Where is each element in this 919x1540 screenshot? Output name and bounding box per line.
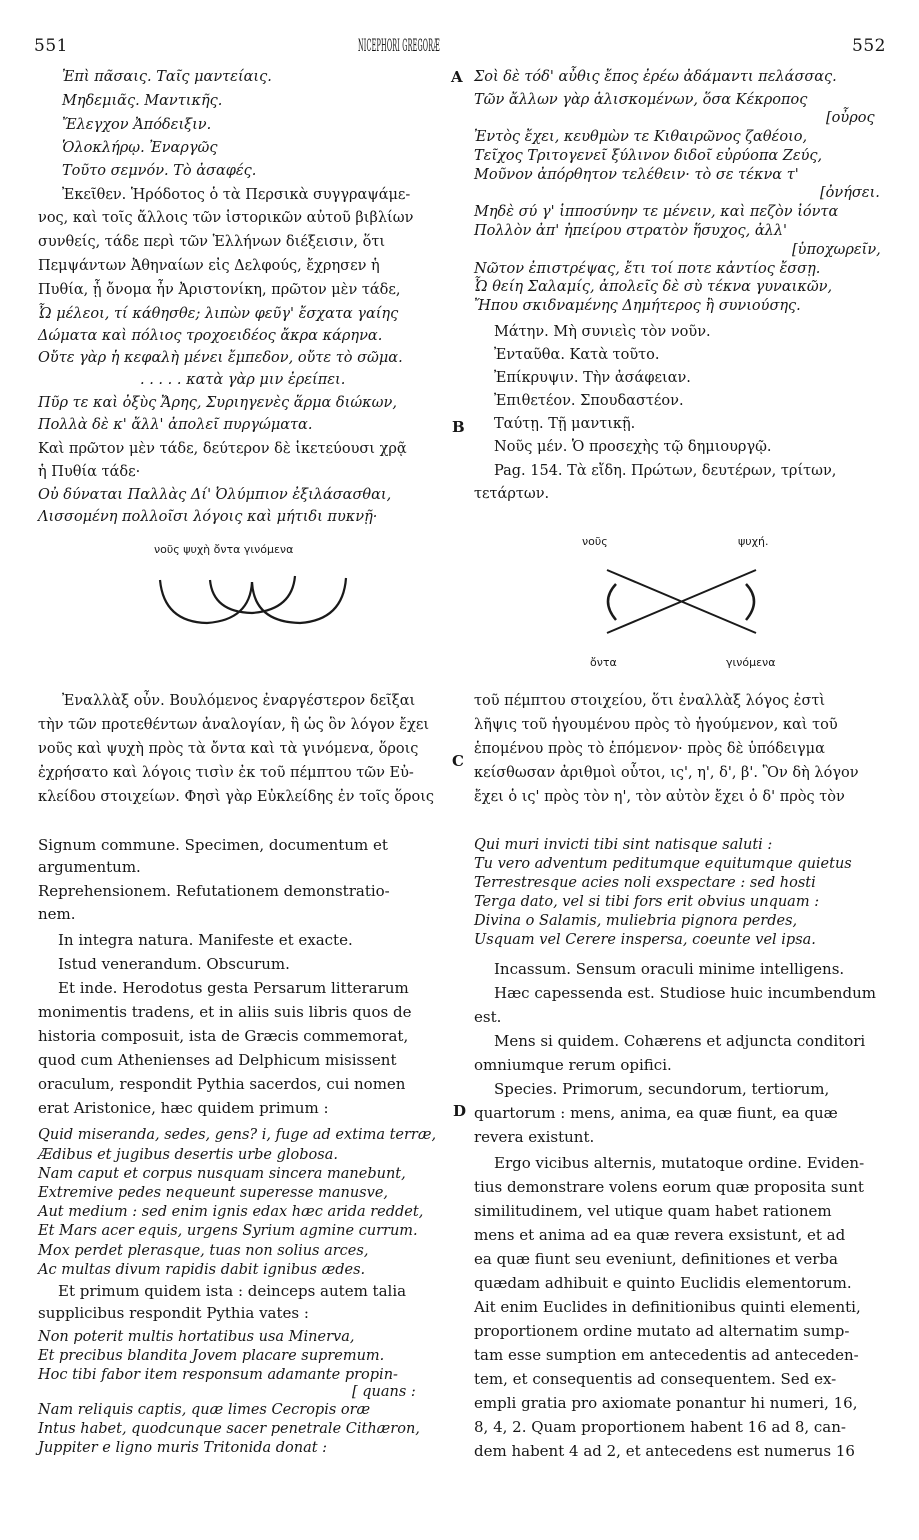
text-line: erat Aristonice, hæc quidem primum : xyxy=(38,1099,329,1117)
margin-letter-c: C xyxy=(452,752,464,770)
text-line: Divina o Salamis, muliebria pignora perdes, xyxy=(474,913,798,929)
text-line: argumentum. xyxy=(38,858,141,876)
text-line: omniumque rerum opifici. xyxy=(474,1056,672,1074)
text-line: proportionem ordine mutato ad alternatim sump- xyxy=(474,1322,850,1340)
text-line: In integra natura. Manifeste et exacte. xyxy=(58,931,353,949)
text-line: Ἤπου σκιδναμένης Δημήτερος ἢ συνιούσης. xyxy=(474,298,801,314)
text-line: Pag. 154. Τὰ εἴδη. Πρώτων, δευτέρων, τρίτων, xyxy=(494,463,837,479)
text-line: revera existunt. xyxy=(474,1128,595,1146)
text-line: dem habent 4 ad 2, et antecedens est numerus 16 xyxy=(474,1442,855,1460)
text-line: Signum commune. Specimen, documentum et xyxy=(38,836,388,854)
text-line: historia composuit, ista de Græcis commemorat, xyxy=(38,1027,409,1045)
text-line: Μοῦνον ἀπόρθητον τελέθειν· τὸ σε τέκνα τ' xyxy=(474,167,799,183)
text-line: Πολλὸν ἀπ' ἠπείρου στρατὸν ἥσυχος, ἀλλ' xyxy=(474,223,788,239)
text-line: Λισσομένη πολλοῖσι λόγοις καὶ μήτιδι πυκνῇ· xyxy=(38,509,378,525)
text-line: monimentis tradens, et in aliis suis libris quos de xyxy=(38,1003,412,1021)
text-line: Μάτην. Μὴ συνιεὶς τὸν νοῦν. xyxy=(494,324,711,340)
diagram-label-onta: ὄντα xyxy=(590,656,617,669)
text-line: Μηδὲ σύ γ' ἱπποσύνην τε μένειν, καὶ πεζὸν ἰόντα xyxy=(474,204,839,220)
text-line: Et inde. Herodotus gesta Persarum litterarum xyxy=(58,979,409,997)
text-line: [ quans : xyxy=(352,1384,416,1400)
text-line: Et precibus blandita Jovem placare supremum. xyxy=(38,1348,385,1364)
text-line: Σοὶ δὲ τόδ' αὖθις ἔπος ἐρέω ἀδάμαντι πελάσσας. xyxy=(474,69,837,85)
text-line: Ἐπὶ πᾶσαις. Ταῖς μαντείαις. xyxy=(62,69,272,85)
text-line: Istud venerandum. Obscurum. xyxy=(58,955,290,973)
text-line: Πεμψάντων Ἀθηναίων εἰς Δελφούς, ἔχρησεν ἡ xyxy=(38,258,380,274)
text-line: Οὐ δύναται Παλλὰς Δί' Ὀλύμπιον ἐξιλάσασθαι, xyxy=(38,487,392,503)
text-line: tius demonstrare volens eorum quæ proposita sunt xyxy=(474,1178,864,1196)
text-line: Quid miseranda, sedes, gens? i, fuge ad extima terræ, xyxy=(38,1127,437,1143)
text-line: Terga dato, vel si tibi fors erit obvius unquam : xyxy=(474,894,820,910)
text-line: Ὁλοκλήρῳ. Ἐναργῶς xyxy=(62,140,218,156)
text-line: Nam caput et corpus nusquam sincera manebunt, xyxy=(38,1166,406,1182)
text-line: Πυθία, ᾗ ὄνομα ἦν Ἀριστονίκη, πρῶτον μὲν τάδε, xyxy=(38,282,401,298)
text-line: Nam reliquis captis, quæ limes Cecropis oræ xyxy=(38,1402,371,1418)
text-line: Juppiter e ligno muris Tritonida donat : xyxy=(38,1440,328,1456)
text-line: Mens si quidem. Cohærens et adjuncta conditori xyxy=(494,1032,866,1050)
text-line: [ὀνήσει. xyxy=(820,185,880,201)
text-line: τοῦ πέμπτου στοιχείου, ὅτι ἐναλλὰξ λόγος ἐστὶ xyxy=(474,693,826,709)
text-line: Ὦ θείη Σαλαμίς, ἀπολεῖς δὲ σὺ τέκνα γυναικῶν, xyxy=(474,279,833,295)
text-line: Ait enim Euclides in definitionibus quinti elementi, xyxy=(474,1298,861,1316)
text-line: Ἐπίκρυψιν. Τὴν ἀσάφειαν. xyxy=(494,370,691,386)
text-line: Incassum. Sensum oraculi minime intelligens. xyxy=(494,960,845,978)
text-line: Extremive pedes nequeunt superesse manusve, xyxy=(38,1185,389,1201)
diagram-label-nous: νοῦς xyxy=(582,535,608,548)
text-line: Intus habet, quodcunque sacer penetrale Cithæron, xyxy=(38,1421,420,1437)
text-line: Μηδεμιᾶς. Μαντικῆς. xyxy=(62,93,223,109)
text-line: Ὦ μέλεοι, τί κάθησθε; λιπὼν φεῦγ' ἔσχατα γαίης xyxy=(38,306,399,322)
text-line: τετάρτων. xyxy=(474,486,550,502)
page-number-right: 552 xyxy=(852,36,886,56)
margin-letter-a: A xyxy=(451,68,463,86)
text-line: Reprehensionem. Refutationem demonstratio- xyxy=(38,882,390,900)
diagram-label-ginomena: γινόμενα xyxy=(726,656,776,669)
text-line: tam esse sumption em antecedentis ad anteceden- xyxy=(474,1346,859,1364)
text-line: Tu vero adventum peditumque equitumque quietus xyxy=(474,856,852,872)
text-line: ἑπομένου πρὸς τὸ ἑπόμενον· πρὸς δὲ ὑπόδειγμα xyxy=(474,741,825,757)
text-line: Species. Primorum, secundorum, tertiorum, xyxy=(494,1080,830,1098)
text-line: [ὑποχωρεῖν, xyxy=(792,242,881,258)
text-line: oraculum, respondit Pythia sacerdos, cui nomen xyxy=(38,1075,406,1093)
text-line: ea quæ fiunt seu eveniunt, definitiones et verba xyxy=(474,1250,838,1268)
text-line: Non poterit multis hortatibus usa Minerva, xyxy=(38,1329,355,1345)
text-line: Ἔλεγχον Ἀπόδειξιν. xyxy=(62,117,212,133)
margin-letter-b: B xyxy=(452,418,465,436)
text-line: λῆψις τοῦ ἡγουμένου πρὸς τὸ ἡγούμενον, καὶ τοῦ xyxy=(474,717,838,733)
text-line: ἐχρήσατο καὶ λόγοις τισὶν ἐκ τοῦ πέμπτου τῶν Εὐ- xyxy=(38,765,414,781)
page-number-left: 551 xyxy=(34,36,68,56)
text-line: quod cum Athenienses ad Delphicum misissent xyxy=(38,1051,397,1069)
text-line: Ἐκεῖθεν. Ἡρόδοτος ὁ τὰ Περσικὰ συγγραψάμε- xyxy=(62,187,411,203)
text-line: quartorum : mens, anima, ea quæ fiunt, ea quæ xyxy=(474,1104,838,1122)
text-line: Ἐνταῦθα. Κατὰ τοῦτο. xyxy=(494,347,660,363)
text-line: νος, καὶ τοῖς ἄλλοις τῶν ἱστορικῶν αὐτοῦ βιβλίων xyxy=(38,210,414,226)
text-line: 8, 4, 2. Quam proportionem habent 16 ad 8, can- xyxy=(474,1418,846,1436)
text-line: similitudinem, vel utique quam habet rationem xyxy=(474,1202,832,1220)
text-line: Hoc tibi fabor item responsum adamante propin- xyxy=(38,1367,398,1383)
text-line: Πῦρ τε καὶ ὀξὺς Ἄρης, Συριηγενὲς ἅρμα διώκων, xyxy=(38,395,397,411)
text-line: Οὔτε γὰρ ἡ κεφαλὴ μένει ἔμπεδον, οὔτε τὸ σῶμα. xyxy=(38,350,403,366)
text-line: Ἐντὸς ἔχει, κευθμὼν τε Κιθαιρῶνος ζαθέοιο, xyxy=(474,129,808,145)
text-line: empli gratia pro axiomate ponantur hi numeri, 16, xyxy=(474,1394,858,1412)
diagram-left-label: νοῦς ψυχὴ ὄντα γινόμενα xyxy=(154,543,294,556)
text-line: Τοῦτο σεμνόν. Τὸ ἀσαφές. xyxy=(62,163,257,179)
text-line: Et primum quidem ista : deinceps autem talia xyxy=(58,1282,407,1300)
text-line: Νοῦς μέν. Ὁ προσεχὴς τῷ δημιουργῷ. xyxy=(494,439,772,455)
text-line: Ἐπιθετέον. Σπουδαστέον. xyxy=(494,393,684,409)
text-line: est. xyxy=(474,1008,502,1026)
text-line: Ergo vicibus alternis, mutatoque ordine. Eviden- xyxy=(494,1154,865,1172)
text-line: Νῶτον ἐπιστρέψας, ἔτι τοί ποτε κἀντίος ἔσσῃ. xyxy=(474,261,821,277)
text-line: Terrestresque acies noli exspectare : sed hosti xyxy=(474,875,816,891)
text-line: tem, et consequentis ad consequentem. Sed ex- xyxy=(474,1370,837,1388)
text-line: Aut medium : sed enim ignis edax hæc arida reddet, xyxy=(38,1204,424,1220)
margin-letter-d: D xyxy=(453,1102,467,1120)
text-line: Qui muri invicti tibi sint natisque saluti : xyxy=(474,837,773,853)
text-line: συνθείς, τάδε περὶ τῶν Ἑλλήνων διέξεισιν, ὅτι xyxy=(38,234,386,250)
text-line: [οὖρος xyxy=(826,110,875,126)
text-line: Usquam vel Cerere inspersa, coeunte vel ipsa. xyxy=(474,932,816,948)
text-line: mens et anima ad ea quæ revera exsistunt, et ad xyxy=(474,1226,846,1244)
text-line: κλείδου στοιχείων. Φησὶ γὰρ Εὐκλείδης ἐν τοῖς ὅροις xyxy=(38,789,435,805)
text-line: Hæc capessenda est. Studiose huic incumbendum xyxy=(494,984,876,1002)
running-title: NICEPHORI GREGORÆ xyxy=(358,36,440,56)
text-line: Πολλὰ δὲ κ' ἄλλ' ἀπολεῖ πυργώματα. xyxy=(38,417,313,433)
text-line: Ἐναλλὰξ οὖν. Βουλόμενος ἐναργέστερον δεῖξαι xyxy=(62,693,416,709)
text-line: Mox perdet plerasque, tuas non solius arces, xyxy=(38,1243,369,1259)
text-line: ἡ Πυθία τάδε· xyxy=(38,464,141,480)
text-line: Τεῖχος Τριτογενεῖ ξύλινον διδοῖ εὐρύοπα Ζεύς, xyxy=(474,148,823,164)
text-line: . . . . . κατὰ γὰρ μιν ἐρείπει. xyxy=(140,372,346,388)
text-line: Ταύτῃ. Τῇ μαντικῇ. xyxy=(494,416,636,432)
text-line: κείσθωσαν ἀριθμοὶ οὗτοι, ις', η', δ', β'. Ὃν δὴ λόγον xyxy=(474,765,859,781)
diagram-label-psyche: ψυχή. xyxy=(738,535,769,548)
text-line: quædam adhibuit e quinto Euclidis elementorum. xyxy=(474,1274,852,1292)
text-line: Δώματα καὶ πόλιος τροχοειδέος ἄκρα κάρηνα. xyxy=(38,328,383,344)
text-line: Ædibus et jugibus desertis urbe globosa. xyxy=(38,1147,338,1163)
text-line: Καὶ πρῶτον μὲν τάδε, δεύτερον δὲ ἱκετεύουσι χρᾷ xyxy=(38,441,407,457)
text-line: ἔχει ὁ ις' πρὸς τὸν η', τὸν αὐτὸν ἔχει ὁ δ' πρὸς τὸν xyxy=(474,789,845,805)
text-line: Et Mars acer equis, urgens Syrium agmine currum. xyxy=(38,1223,418,1239)
text-line: τὴν τῶν προτεθέντων ἀναλογίαν, ἣ ὡς ὃν λόγον ἔχει xyxy=(38,717,430,733)
text-line: nem. xyxy=(38,905,76,923)
text-line: Τῶν ἄλλων γὰρ ἁλισκομένων, ὅσα Κέκροπος xyxy=(474,92,808,108)
text-line: Ac multas divum rapidis dabit ignibus ædes. xyxy=(38,1262,366,1278)
text-line: νοῦς καὶ ψυχὴ πρὸς τὰ ὄντα καὶ τὰ γινόμενα, ὅροις xyxy=(38,741,419,757)
text-line: supplicibus respondit Pythia vates : xyxy=(38,1304,309,1322)
